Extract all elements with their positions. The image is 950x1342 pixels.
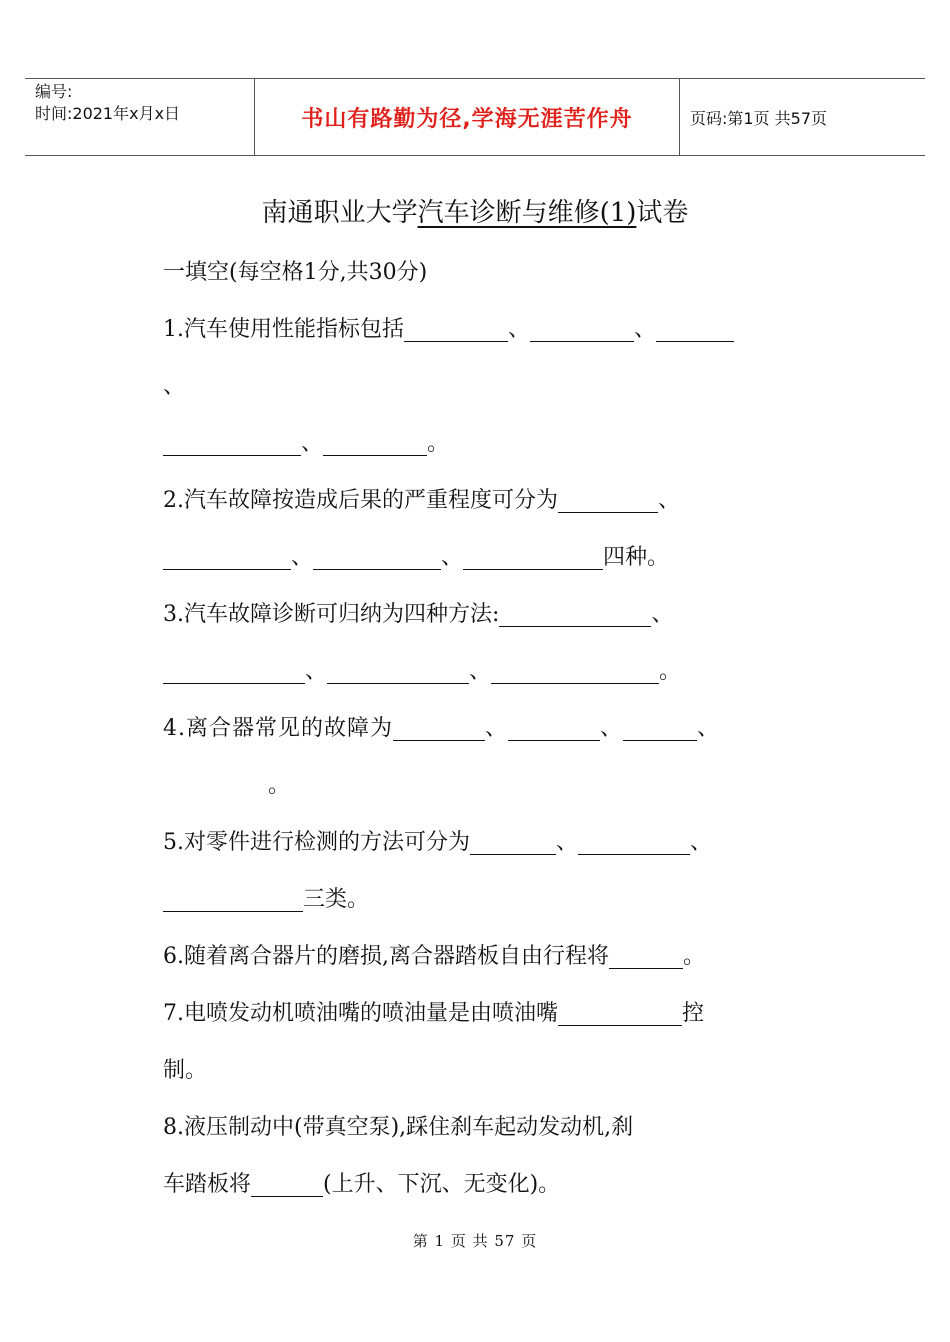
question-text: 3.汽车故障诊断可归纳为四种方法: — [163, 602, 500, 627]
answer-blank[interactable] — [491, 657, 659, 684]
separator: 、 — [600, 716, 624, 741]
separator: 、 — [301, 431, 324, 456]
separator: 、 — [690, 830, 713, 855]
question-text: 2.汽车故障按造成后果的严重程度可分为 — [163, 488, 558, 513]
separator: 、 — [441, 545, 464, 570]
separator: 、 — [305, 659, 328, 684]
answer-blank[interactable] — [163, 885, 303, 912]
separator: 、 — [508, 317, 531, 342]
title-suffix: 试卷 — [636, 198, 689, 228]
answer-blank[interactable] — [463, 543, 603, 570]
question-text-cont: 车踏板将 — [163, 1172, 252, 1197]
question-5-cont — [163, 878, 803, 935]
answer-blank[interactable] — [313, 543, 441, 570]
answer-blank[interactable] — [323, 429, 427, 456]
separator: 、 — [469, 659, 492, 684]
answer-blank[interactable] — [508, 714, 600, 741]
question-8 — [163, 1106, 803, 1163]
separator: 、 — [556, 830, 579, 855]
header-motto: 书山有路勤为径,学海无涯苦作舟 — [254, 79, 680, 155]
separator: 、 — [634, 317, 657, 342]
question-1 — [163, 308, 803, 365]
question-8-cont — [163, 1163, 803, 1220]
question-text: 1.汽车使用性能指标包括 — [163, 317, 404, 342]
title-course: 汽车诊断与维修(1) — [417, 198, 637, 228]
answer-blank[interactable] — [251, 1170, 323, 1197]
answer-blank[interactable] — [530, 315, 634, 342]
question-text-after: 控 — [682, 1001, 705, 1026]
separator: 、 — [485, 716, 509, 741]
document-header — [25, 78, 925, 156]
question-4-cont — [163, 764, 803, 821]
question-6 — [163, 935, 803, 992]
page-title — [0, 192, 950, 229]
section-heading: 一填空(每空格1分,共30分) — [163, 260, 428, 285]
title-prefix: 南通职业大学 — [261, 198, 418, 228]
answer-blank[interactable] — [578, 828, 690, 855]
page-footer: 第 1 页 共 57 页 — [412, 1232, 538, 1250]
question-1-cont2 — [163, 422, 803, 479]
answer-blank[interactable] — [656, 315, 734, 342]
time-label: 时间:2021年x月x日 — [35, 104, 181, 123]
question-text: 7.电喷发动机喷油嘴的喷油量是由喷油嘴 — [163, 1001, 558, 1026]
question-text-cont: 制。 — [163, 1058, 208, 1083]
answer-blank[interactable] — [393, 714, 485, 741]
separator: 、 — [651, 602, 674, 627]
question-options: (上升、下沉、无变化)。 — [323, 1172, 561, 1197]
question-1-cont — [163, 365, 803, 422]
question-text: 5.对零件进行检测的方法可分为 — [163, 830, 470, 855]
header-meta — [25, 79, 254, 155]
question-end: 三类。 — [303, 887, 370, 912]
separator: 、 — [697, 716, 721, 741]
question-2-cont — [163, 536, 803, 593]
answer-blank[interactable] — [163, 429, 301, 456]
period: 。 — [427, 431, 450, 456]
question-7-cont — [163, 1049, 803, 1106]
question-5 — [163, 821, 803, 878]
question-text: 6.随着离合器片的磨损,离合器踏板自由行程将 — [163, 944, 609, 969]
answer-blank[interactable] — [623, 714, 697, 741]
question-end: 四种。 — [603, 545, 670, 570]
question-2 — [163, 479, 803, 536]
question-3-cont — [163, 650, 803, 707]
answer-blank[interactable] — [558, 999, 682, 1026]
period: 。 — [683, 944, 706, 969]
period: 。 — [268, 773, 291, 798]
question-4 — [163, 707, 803, 764]
question-7 — [163, 992, 803, 1049]
separator: 、 — [163, 374, 186, 399]
separator: 、 — [658, 488, 681, 513]
question-text: 4.离合器常见的故障为 — [163, 716, 393, 741]
answer-blank[interactable] — [558, 486, 658, 513]
question-text: 8.液压制动中(带真空泵),踩住刹车起动发动机,刹 — [163, 1115, 634, 1140]
header-page-info: 页码:第1页 共57页 — [690, 108, 828, 128]
answer-blank[interactable] — [470, 828, 556, 855]
separator: 、 — [291, 545, 314, 570]
period: 。 — [659, 659, 682, 684]
question-3 — [163, 593, 803, 650]
number-label: 编号: — [35, 82, 73, 101]
answer-blank[interactable] — [499, 600, 651, 627]
answer-blank[interactable] — [609, 942, 683, 969]
answer-blank[interactable] — [404, 315, 508, 342]
answer-blank[interactable] — [327, 657, 469, 684]
question-list — [163, 308, 803, 1220]
answer-blank[interactable] — [163, 657, 305, 684]
answer-blank[interactable] — [163, 543, 291, 570]
